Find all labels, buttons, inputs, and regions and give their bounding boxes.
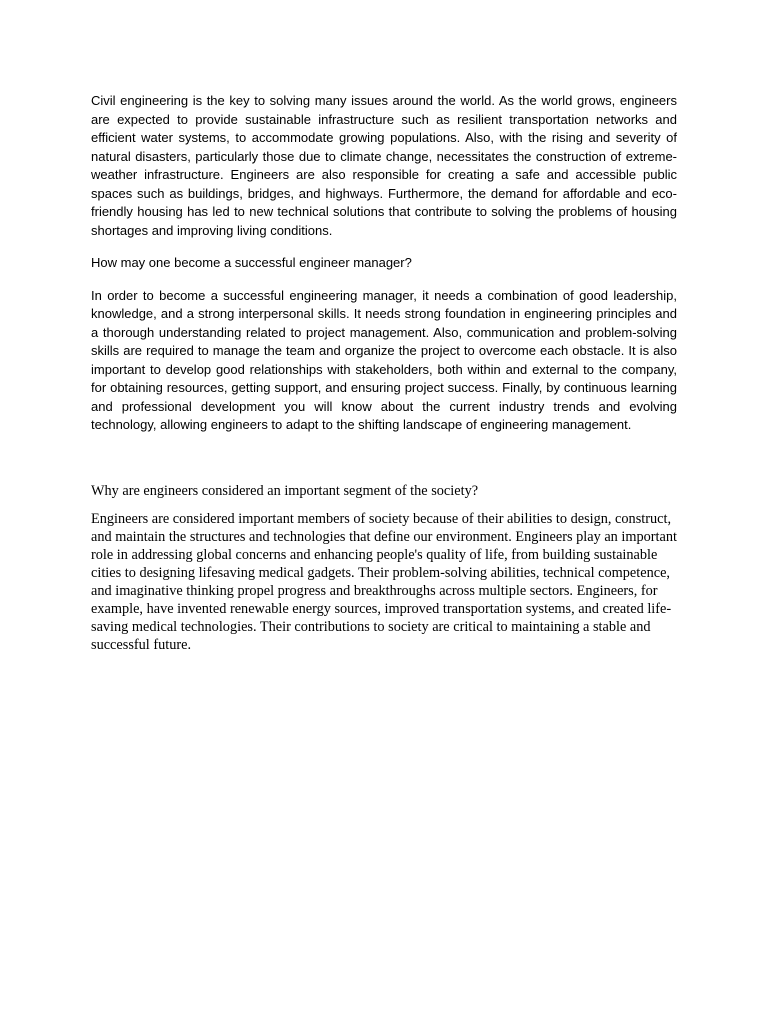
question-engineer-manager: How may one become a successful engineer manager? bbox=[91, 255, 412, 270]
question-engineers-importance: Why are engineers considered an important segment of the society? bbox=[91, 482, 479, 499]
paragraph-engineering-manager: In order to become a successful engineering manager, it needs a combination of good leadership, knowledge, and a strong interpersonal skills. It needs strong foundation in engineering principles and a thorough understanding related to project management. Also, communication and problem-solving skills are required to manage the team and organize the project to overcome each obstacle. It is also important to develop good relationships with stakeholders, both within and external to the company, for obtaining resources, getting support, and ensuring project success. Finally, by continuous learning and professional development you will know about the current industry trends and evolving technology, allowing engineers to adapt to the shifting landscape of engineering management. bbox=[91, 287, 677, 432]
paragraph-engineers-importance: Engineers are considered important members of society because of their abilities to design, construct, and maintain the structures and technologies that define our environment. Engineers play an important role in addressing global concerns and enhancing people's quality of life, from building sustainable cities to designing lifesaving medical gadgets. Their problem-solving abilities, technical competence, and imaginative thinking propel progress and breakthroughs across multiple sectors. Engineers, for example, have invented renewable energy sources, improved transportation systems, and created life-saving medical technologies. Their contributions to society are critical to maintaining a stable and successful future. bbox=[91, 510, 677, 653]
document-body bbox=[91, 92, 677, 654]
paragraph-civil-engineering: Civil engineering is the key to solving many issues around the world. As the world grows, engineers are expected to provide sustainable infrastructure such as resilient transportation networks and efficient water systems, to accommodate growing populations. Also, with the rising and severity of natural disasters, particularly those due to climate change, necessitates the construction of extreme-weather infrastructure. Engineers are also responsible for creating a safe and accessible public spaces such as buildings, bridges, and highways. Furthermore, the demand for affordable and eco-friendly housing has led to new technical solutions that contribute to solving the problems of housing shortages and improving living conditions. bbox=[91, 93, 677, 238]
